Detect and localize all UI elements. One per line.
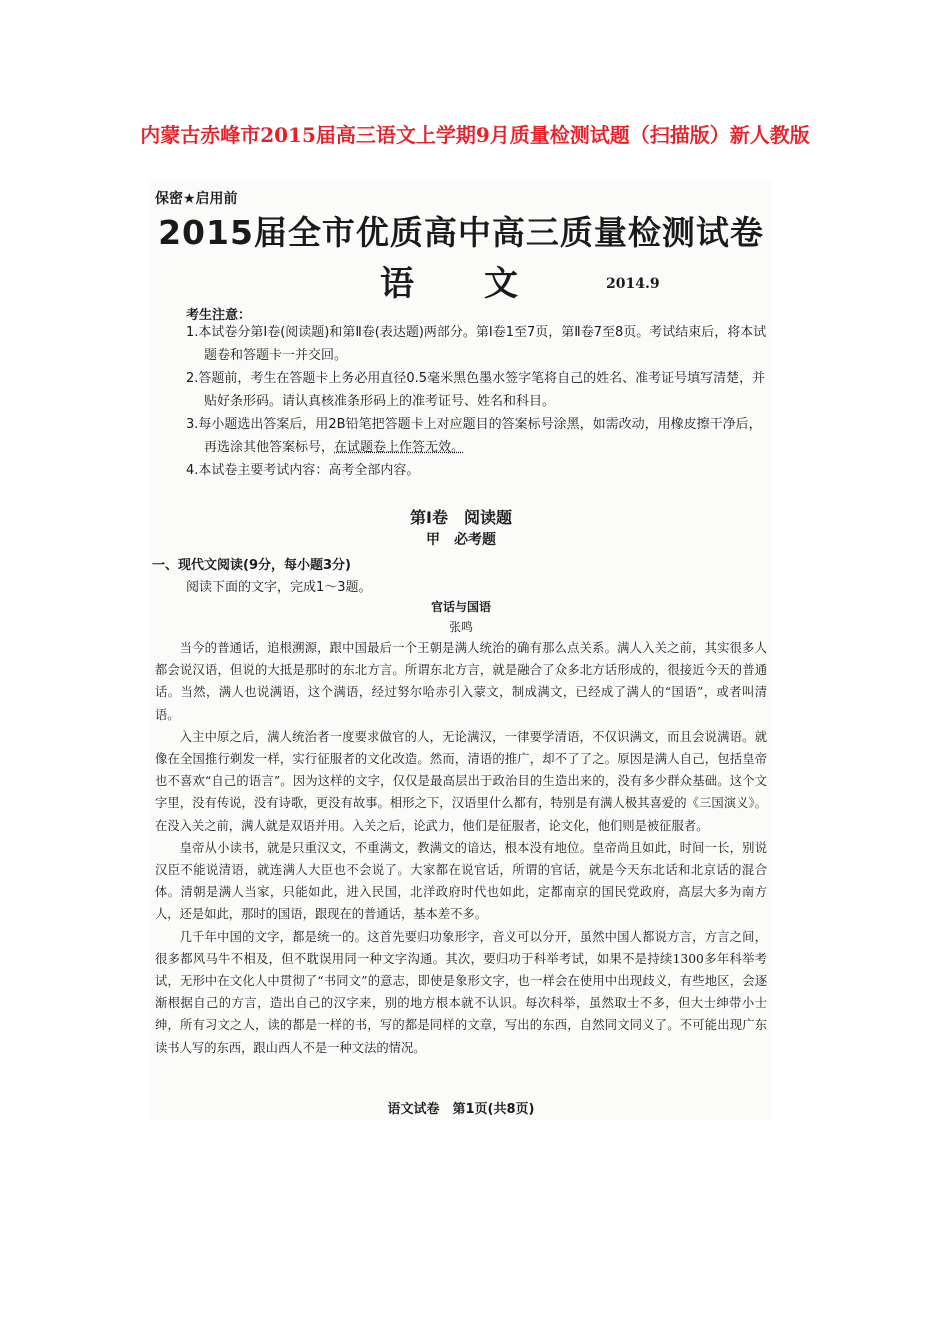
article-author: 张鸣 [448,620,473,634]
article-paragraph: 皇帝从小读书，就是只重汉文，不重满文，教满文的谙达，根本没有地位。皇帝尚且如此，时间一长，别说汉臣不能说清语，就连满人大臣也不会说了。大家都在说官话，所谓的官话，就是今天东北话和北京话的混合体。清朝是满人当家，只能如此，进入民国，北洋政府时代也如此，定都南京的国民党政府，高层大多为南方人，还是如此，那时的国语，跟现在的普通话，基本差不多。 [155,840,767,922]
notice-item-text: 3.每小题选出答案后，用2B铅笔把答题卡上对应题目的答案标号涂黑，如需改动，用橡皮擦干净后，再选涂其他答案标号， [186,417,762,455]
section-title: 第Ⅰ卷 阅读题 [410,508,512,527]
article-paragraph: 当今的普通话，追根溯源，跟中国最后一个王朝是满人统治的确有那么点关系。满人入关之前，其实很多人都会说汉语，但说的大抵是那时的东北方言。所谓东北方言，就是融合了众多北方话形成的，很接近今天的普通话。当然，满人也说满语，这个满语，经过努尔哈赤引入蒙文，制成满文，已经成了满人的“国语”，或者叫清语。 [155,641,767,722]
article-paragraph: 几千年中国的文字，都是统一的。这首先要归功象形字，音义可以分开，虽然中国人都说方言，方言之间，很多都风马牛不相及，但不耽误用同一种文字沟通。其次，要归功于科举考试，如果不是持续1300多年科举考试，无形中在文化人中贯彻了“书同文”的意志，即使是象形文字，也一样会在使用中出现歧义，有些地区，会逐渐根据自己的方言，造出自己的汉字来，别的地方根本就不认识。每次科举，虽然取士不多，但大士绅带小士绅，所有习文之人，读的都是一样的书，写的都是同样的文章，写出的东西，自然同文同义了。不可能出现广东读书人写的东西，跟山西人不是一种文法的情况。 [155,929,767,1055]
article-body [155,637,767,1059]
document-title: 内蒙古赤峰市2015届高三语文上学期9月质量检测试题（扫描版）新人教版 [140,123,810,147]
notice-emphasis: 在试题卷上作答无效。 [334,440,465,455]
subject-heading [380,256,518,305]
confidential-label: 保密★启用前 [155,191,238,207]
notice-item: 4.本试卷主要考试内容：高考全部内容。 [186,463,420,478]
question-heading: 一、现代文阅读(9分，每小题3分) [152,558,351,573]
page-footer: 语文试卷 第1页(共8页) [387,1102,535,1117]
exam-date: 2014.9 [606,276,660,292]
exam-title: 2015届全市优质高中高三质量检测试卷 [158,213,764,252]
article-paragraph: 入主中原之后，满人统治者一度要求做官的人，无论满汉，一律要学清语，不仅识满文，而且会说满语。就像在全国推行剃发一样，实行征服者的文化改造。然而，清语的推广，却不了了之。原因是满人自己，包括皇帝也不喜欢“自己的语言”。因为这样的文字，仅仅是最高层出于政治目的生造出来的，没有多少群众基础。这个文字里，没有传说，没有诗歌，更没有故事。相形之下，汉语里什么都有，特别是有满人极其喜爱的《三国演义》。在没入关之前，满人就是双语并用。入关之后，论武力，他们是征服者，论文化，他们则是被征服者。 [155,729,767,833]
notice-item: 1.本试卷分第Ⅰ卷(阅读题)和第Ⅱ卷(表达题)两部分。第Ⅰ卷1至7页，第Ⅱ卷7至8页。考试结束后，将本试题卷和答题卡一并交回。 [186,325,767,363]
notice-item: 2.答题前，考生在答题卡上务必用直径0.5毫米黑色墨水签字笔将自己的姓名、准考证号填写清楚，并贴好条形码。请认真核准条形码上的准考证号、姓名和科目。 [186,371,766,409]
question-instruction: 阅读下面的文字，完成1～3题。 [186,580,372,595]
article-title: 官话与国语 [430,600,491,614]
notice-item [186,413,768,459]
section-subtitle: 甲 必考题 [426,532,496,548]
notice-heading: 考生注意： [186,308,252,323]
subject-char-2: 文 [484,264,518,304]
subject-char-1: 语 [380,264,414,304]
notice-list [186,321,768,482]
